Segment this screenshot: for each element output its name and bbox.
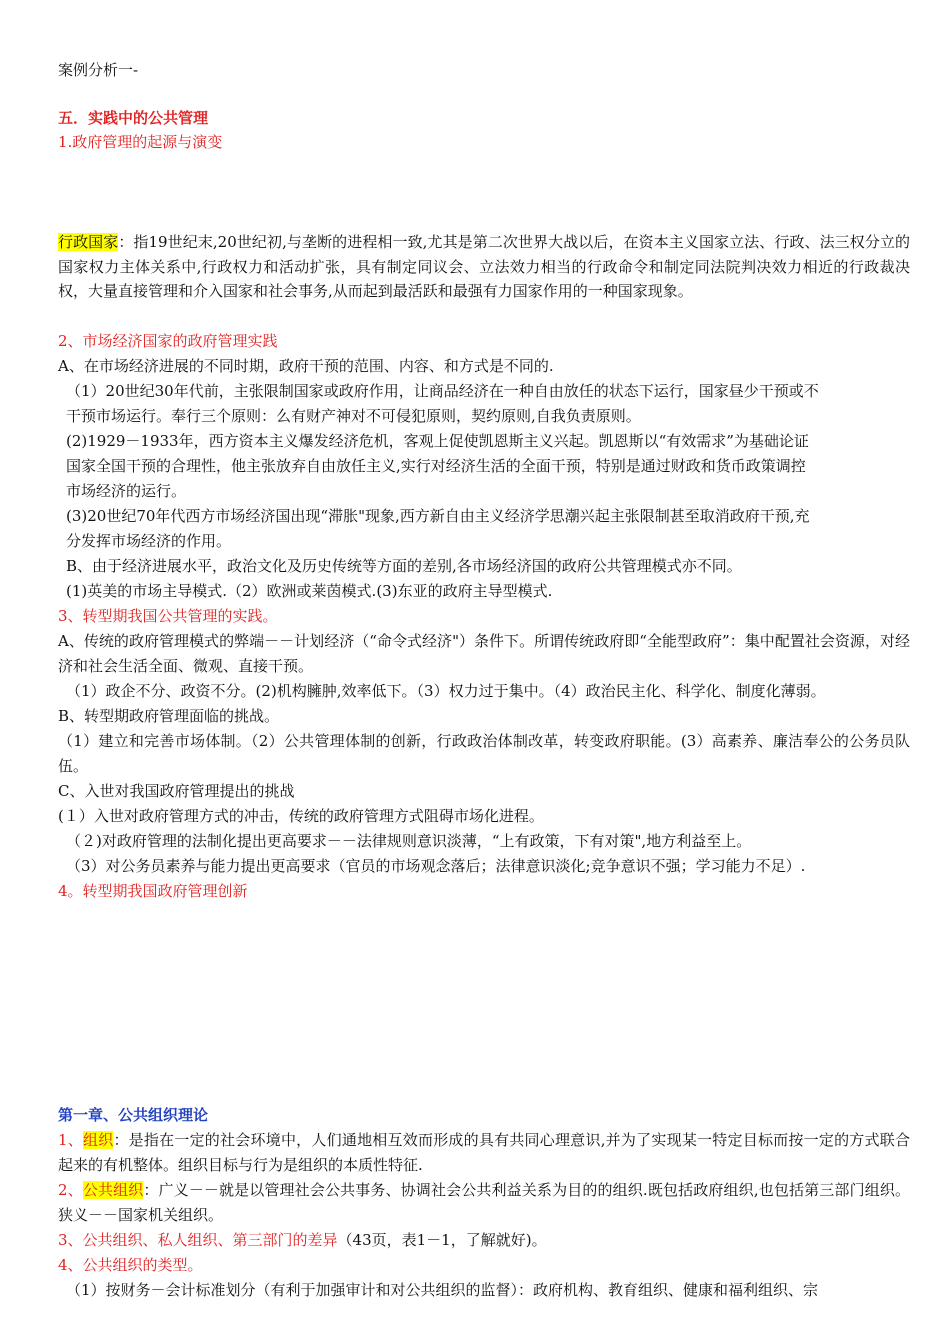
transition-point-b-items: （1）建立和完善市场体制。（2）公共管理体制的创新，行政政治体制改革，转变政府职能。(3）高素养、廉洁奉公的公务员队伍。	[58, 732, 910, 775]
term-public-organization: 公共组织	[82, 1181, 144, 1199]
transition-point-c-2: （２)对政府管理的法制化提出更高要求－－法律规则意识淡薄，“上有政策，下有对策",地方利益至上。	[66, 832, 752, 850]
market-point-a: A、在市场经济进展的不同时期，政府干预的范围、内容、和方式是不同的.	[58, 357, 554, 375]
subheading-innovation: 4。转型期我国政府管理创新	[58, 882, 248, 900]
transition-point-c-3: （3）对公务员素养与能力提出更高要求（官员的市场观念落后；法律意识淡化;竞争意识不强；学习能力不足）.	[66, 857, 806, 875]
item-1-number: 1、	[58, 1131, 83, 1149]
organization-types-item-1: （1）按财务－会计标准划分（有利于加强审计和对公共组织的监督）：政府机构、教育组织、健康和福利组织、宗	[66, 1281, 819, 1299]
term-public-organization-definition: ：广义－－就是以管理社会公共事务、协调社会公共利益关系为目的的组织.既包括政府组织,也包括第三部门组织。狭义－－国家机关组织。	[58, 1181, 910, 1224]
item-2-number: 2、	[58, 1181, 83, 1199]
term-administrative-state-definition: ：指19世纪末,20世纪初,与垄断的进程相一致,尤其是第二次世界大战以后，在资本主义国家立法、行政、法三权分立的国家权力主体关系中,行政权力和活动扩张，具有制定同议会、立法效力相当的行政命令和制定同法院判决效力相近的行政裁决权，大量直接管理和介入国家和社会事务,从而起到最活跃和最强有力国家作用的一种国家现象。	[58, 233, 910, 300]
market-point-2-line-2: 国家全国干预的合理性，他主张放弃自由放任主义,实行对经济生活的全面干预，特别是通过财政和货币政策调控	[66, 457, 806, 475]
subheading-transition-practice: 3、转型期我国公共管理的实践。	[58, 607, 278, 625]
term-organization-definition: ：是指在一定的社会环境中，人们通地相互效而形成的具有共同心理意识,并为了实现某一特定目标而按一定的方式联合起来的有机整体。组织目标与行为是组织的本质性特征.	[58, 1131, 910, 1174]
subheading-market-economy: 2、市场经济国家的政府管理实践	[58, 332, 278, 350]
public-organization-definition	[58, 1178, 910, 1227]
transition-point-c-1: (１）入世对政府管理方式的冲击，传统的政府管理方式阻碍市场化进程。	[58, 807, 544, 825]
organization-differences-note: （43页，表1－1，了解就好)。	[337, 1231, 547, 1249]
section-heading-practice: 五．实践中的公共管理	[58, 109, 209, 127]
market-point-3-line-1: (3)20世纪70年代西方市场经济国出现“滞胀"现象,西方新自由主义经济学思潮兴起主张限制甚至取消政府干预,充	[66, 507, 810, 525]
transition-point-a: A、传统的政府管理模式的弊端－－计划经济（“命令式经济"）条件下。所谓传统政府即“全能型政府”：集中配置社会资源，对经济和社会生活全面、微观、直接干预。	[58, 632, 910, 675]
transition-point-b: B、转型期政府管理面临的挑战。	[58, 707, 280, 725]
market-point-1-line-1: （1）20世纪30年代前，主张限制国家或政府作用，让商品经济在一种自由放任的状态下运行，国家昼少干预或不	[66, 382, 819, 400]
market-point-1-line-2: 干预市场运行。奉行三个原则：么有财产神对不可侵犯原则，契约原则,自我负责原则。	[66, 407, 641, 425]
transition-point-c: C、入世对我国政府管理提出的挑战	[58, 782, 295, 800]
market-point-2-line-1: (2)1929－1933年，西方资本主义爆发经济危机，客观上促使凯恩斯主义兴起。凯恩斯以“有效需求”为基础论证	[66, 432, 809, 450]
chapter-heading: 第一章、公共组织理论	[58, 1106, 209, 1124]
administrative-state-paragraph	[58, 230, 910, 304]
market-point-2-line-3: 市场经济的运行。	[66, 482, 187, 500]
organization-types-heading: 4、公共组织的类型。	[58, 1256, 203, 1274]
organization-differences-title: 3、公共组织、私人组织、第三部门的差异	[58, 1231, 338, 1249]
doc-title: 案例分析一-	[58, 61, 139, 79]
market-models: (1)英美的市场主导模式.（2）欧洲或莱茵模式.(3)东亚的政府主导型模式.	[66, 582, 553, 600]
organization-definition	[58, 1128, 910, 1177]
subheading-origin: 1.政府管理的起源与演变	[58, 133, 223, 151]
term-organization: 组织	[83, 1131, 114, 1149]
organization-differences	[58, 1228, 547, 1252]
term-administrative-state: 行政国家	[58, 233, 119, 251]
market-point-3-line-2: 分发挥市场经济的作用。	[66, 532, 232, 550]
transition-point-a-items: （1）政企不分、政资不分。(2)机构臃肿,效率低下。（3）权力过于集中。（4）政治民主化、科学化、制度化薄弱。	[66, 682, 826, 700]
market-point-b: B、由于经济进展水平，政治文化及历史传统等方面的差别,各市场经济国的政府公共管理模式亦不同。	[66, 557, 742, 575]
